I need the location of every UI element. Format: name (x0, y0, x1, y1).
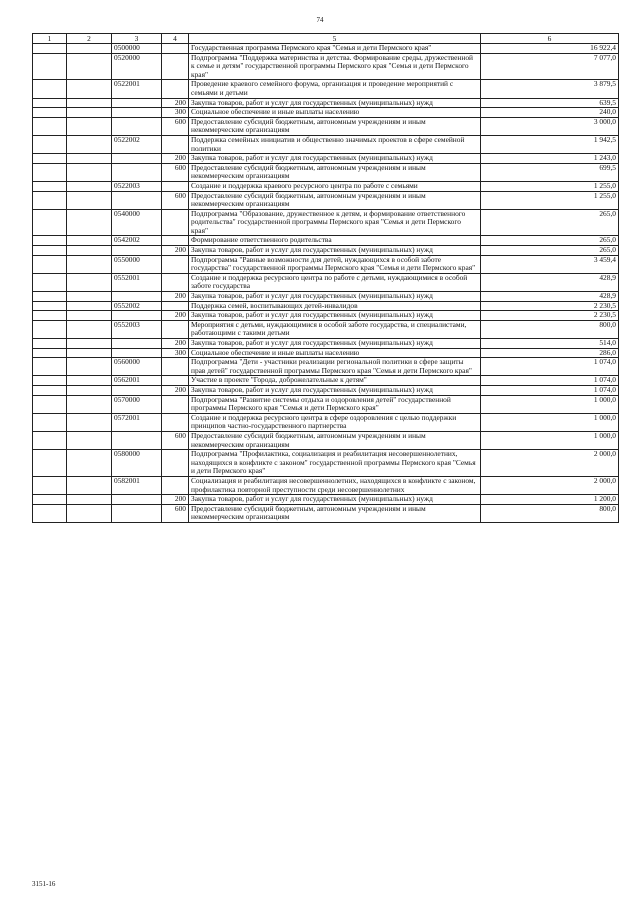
empty-cell (33, 154, 67, 164)
column-header: 6 (481, 34, 619, 44)
amount-cell: 1 243,0 (481, 154, 619, 164)
item-name-cell: Подпрограмма "Дети - участники реализации региональной политики в сфере защиты прав детей" государственной программы Пермского края "Семья и дети Пермского края" (189, 358, 481, 376)
item-name-cell: Предоставление субсидий бюджетным, автономным учреждениям и иным некоммерческим организациям (189, 191, 481, 209)
amount-cell: 2 230,5 (481, 301, 619, 311)
item-name-cell: Поддержка семейных инициатив и общественно значимых проектов в сфере семейной политики (189, 135, 481, 153)
table-row (33, 98, 619, 108)
amount-cell: 800,0 (481, 320, 619, 338)
table-row (33, 431, 619, 449)
page-number: 74 (316, 16, 324, 24)
empty-cell (33, 53, 67, 80)
table-row (33, 358, 619, 376)
expense-type-cell (162, 80, 189, 98)
document-code: 3151-16 (32, 880, 56, 888)
empty-cell (33, 80, 67, 98)
table-row (33, 348, 619, 358)
item-name-cell: Предоставление субсидий бюджетным, автономным учреждениям и иным некоммерческим организациям (189, 163, 481, 181)
expense-type-cell (162, 320, 189, 338)
expense-type-cell (162, 476, 189, 494)
item-name-cell: Закупка товаров, работ и услуг для государственных (муниципальных) нужд (189, 154, 481, 164)
item-name-cell: Подпрограмма "Развитие системы отдыха и оздоровления детей" государственной программы Пермского края "Семья и дети Пермского края" (189, 395, 481, 413)
table-row (33, 450, 619, 477)
item-name-cell: Закупка товаров, работ и услуг для государственных (муниципальных) нужд (189, 339, 481, 349)
amount-cell: 1 000,0 (481, 395, 619, 413)
expense-type-cell (162, 44, 189, 54)
table-row (33, 135, 619, 153)
expense-type-cell: 600 (162, 504, 189, 522)
target-code-cell (112, 246, 162, 256)
target-code-cell (112, 163, 162, 181)
table-row (33, 273, 619, 291)
item-name-cell: Государственная программа Пермского края "Семья и дети Пермского края" (189, 44, 481, 54)
amount-cell: 2 000,0 (481, 450, 619, 477)
expense-type-cell: 200 (162, 385, 189, 395)
expense-type-cell (162, 450, 189, 477)
table-row (33, 236, 619, 246)
column-header: 3 (112, 34, 162, 44)
empty-cell (33, 163, 67, 181)
table-row (33, 191, 619, 209)
empty-cell (67, 163, 112, 181)
empty-cell (33, 236, 67, 246)
target-code-cell: 0552003 (112, 320, 162, 338)
amount-cell: 514,0 (481, 339, 619, 349)
expense-type-cell (162, 358, 189, 376)
empty-cell (33, 450, 67, 477)
empty-cell (67, 108, 112, 118)
item-name-cell: Закупка товаров, работ и услуг для государственных (муниципальных) нужд (189, 98, 481, 108)
target-code-cell: 0582001 (112, 476, 162, 494)
empty-cell (67, 476, 112, 494)
amount-cell: 265,0 (481, 246, 619, 256)
empty-cell (33, 181, 67, 191)
empty-cell (67, 135, 112, 153)
item-name-cell: Создание и поддержка ресурсного центра в сфере оздоровления с целью поддержки принципов частно-государственного партнерства (189, 413, 481, 431)
amount-cell: 800,0 (481, 504, 619, 522)
empty-cell (33, 311, 67, 321)
table-row (33, 246, 619, 256)
item-name-cell: Создание и поддержка краевого ресурсного центра по работе с семьями (189, 181, 481, 191)
amount-cell: 286,0 (481, 348, 619, 358)
column-header: 5 (189, 34, 481, 44)
item-name-cell: Закупка товаров, работ и услуг для государственных (муниципальных) нужд (189, 385, 481, 395)
empty-cell (33, 348, 67, 358)
expense-type-cell (162, 255, 189, 273)
column-header: 4 (162, 34, 189, 44)
empty-cell (67, 395, 112, 413)
expense-type-cell: 200 (162, 98, 189, 108)
empty-cell (67, 504, 112, 522)
expense-type-cell (162, 135, 189, 153)
amount-cell: 3 459,4 (481, 255, 619, 273)
item-name-cell: Закупка товаров, работ и услуг для государственных (муниципальных) нужд (189, 246, 481, 256)
item-name-cell: Подпрограмма "Равные возможности для детей, нуждающихся в особой заботе государства" государственной программы Пермского края "Семья и дети Пермского края" (189, 255, 481, 273)
amount-cell: 1 074,0 (481, 385, 619, 395)
table-row (33, 495, 619, 505)
empty-cell (67, 301, 112, 311)
target-code-cell: 0570000 (112, 395, 162, 413)
table-row (33, 504, 619, 522)
item-name-cell: Подпрограмма "Образование, дружественное к детям, и формирование ответственного родительства" государственной программы Пермского края "Семья и дети Пермского края" (189, 209, 481, 236)
expense-type-cell (162, 376, 189, 386)
amount-cell: 639,5 (481, 98, 619, 108)
expense-type-cell: 200 (162, 292, 189, 302)
target-code-cell (112, 504, 162, 522)
expense-type-cell (162, 181, 189, 191)
item-name-cell: Закупка товаров, работ и услуг для государственных (муниципальных) нужд (189, 311, 481, 321)
empty-cell (67, 80, 112, 98)
table-row (33, 181, 619, 191)
item-name-cell: Социальное обеспечение и иные выплаты населению (189, 348, 481, 358)
item-name-cell: Поддержка семей, воспитывающих детей-инвалидов (189, 301, 481, 311)
empty-cell (67, 181, 112, 191)
empty-cell (67, 273, 112, 291)
item-name-cell: Закупка товаров, работ и услуг для государственных (муниципальных) нужд (189, 292, 481, 302)
target-code-cell: 0522001 (112, 80, 162, 98)
expense-type-cell (162, 413, 189, 431)
target-code-cell (112, 154, 162, 164)
item-name-cell: Предоставление субсидий бюджетным, автономным учреждениям и иным некоммерческим организациям (189, 117, 481, 135)
empty-cell (33, 301, 67, 311)
table-row (33, 53, 619, 80)
table-row (33, 163, 619, 181)
amount-cell: 1 000,0 (481, 431, 619, 449)
table-row (33, 311, 619, 321)
empty-cell (33, 44, 67, 54)
expense-type-cell: 200 (162, 311, 189, 321)
expense-type-cell: 200 (162, 339, 189, 349)
table-row (33, 385, 619, 395)
empty-cell (33, 358, 67, 376)
empty-cell (67, 385, 112, 395)
amount-cell: 1 074,0 (481, 358, 619, 376)
empty-cell (33, 117, 67, 135)
table-row (33, 476, 619, 494)
amount-cell: 428,9 (481, 292, 619, 302)
empty-cell (33, 376, 67, 386)
target-code-cell: 0550000 (112, 255, 162, 273)
amount-cell: 1 255,0 (481, 191, 619, 209)
empty-cell (67, 358, 112, 376)
empty-cell (33, 504, 67, 522)
empty-cell (33, 191, 67, 209)
target-code-cell (112, 385, 162, 395)
table-row (33, 413, 619, 431)
item-name-cell: Проведение краевого семейного форума, организация и проведение мероприятий с семьями и детьми (189, 80, 481, 98)
table-row (33, 292, 619, 302)
item-name-cell: Создание и поддержка ресурсного центра по работе с детьми, нуждающимися в особой заботе государства (189, 273, 481, 291)
target-code-cell (112, 431, 162, 449)
empty-cell (33, 339, 67, 349)
target-code-cell: 0560000 (112, 358, 162, 376)
empty-cell (67, 154, 112, 164)
expense-type-cell: 300 (162, 348, 189, 358)
empty-cell (33, 292, 67, 302)
table-row (33, 255, 619, 273)
expense-type-cell (162, 236, 189, 246)
amount-cell: 7 077,0 (481, 53, 619, 80)
expense-type-cell: 600 (162, 117, 189, 135)
amount-cell: 2 230,5 (481, 311, 619, 321)
column-header: 1 (33, 34, 67, 44)
table-header-row (33, 34, 619, 44)
expense-type-cell: 600 (162, 163, 189, 181)
target-code-cell (112, 108, 162, 118)
table-row (33, 339, 619, 349)
expense-type-cell: 300 (162, 108, 189, 118)
empty-cell (67, 495, 112, 505)
empty-cell (33, 135, 67, 153)
target-code-cell: 0542002 (112, 236, 162, 246)
empty-cell (33, 413, 67, 431)
item-name-cell: Предоставление субсидий бюджетным, автономным учреждениям и иным некоммерческим организациям (189, 504, 481, 522)
expense-type-cell: 600 (162, 431, 189, 449)
empty-cell (33, 476, 67, 494)
item-name-cell: Социальное обеспечение и иные выплаты населению (189, 108, 481, 118)
budget-table (32, 33, 619, 523)
item-name-cell: Подпрограмма "Профилактика, социализация и реабилитация несовершеннолетних, находящихся в конфликте с законом" государственной программы Пермского края "Семья и дети Пермского края" (189, 450, 481, 477)
empty-cell (67, 117, 112, 135)
table-row (33, 209, 619, 236)
target-code-cell: 0520000 (112, 53, 162, 80)
amount-cell: 1 942,5 (481, 135, 619, 153)
target-code-cell: 0522003 (112, 181, 162, 191)
empty-cell (67, 98, 112, 108)
expense-type-cell: 200 (162, 154, 189, 164)
empty-cell (67, 376, 112, 386)
empty-cell (33, 395, 67, 413)
amount-cell: 265,0 (481, 209, 619, 236)
empty-cell (67, 320, 112, 338)
amount-cell: 240,0 (481, 108, 619, 118)
empty-cell (67, 413, 112, 431)
expense-type-cell: 200 (162, 246, 189, 256)
table-row (33, 376, 619, 386)
amount-cell: 428,9 (481, 273, 619, 291)
table-row (33, 320, 619, 338)
table-row (33, 301, 619, 311)
table-row (33, 80, 619, 98)
item-name-cell: Мероприятия с детьми, нуждающимися в особой заботе государства, и специалистами, работающими с такими детьми (189, 320, 481, 338)
empty-cell (33, 320, 67, 338)
expense-type-cell (162, 53, 189, 80)
table-row (33, 395, 619, 413)
amount-cell: 3 879,5 (481, 80, 619, 98)
expense-type-cell: 200 (162, 495, 189, 505)
amount-cell: 3 000,0 (481, 117, 619, 135)
empty-cell (67, 339, 112, 349)
table-row (33, 44, 619, 54)
item-name-cell: Формирование ответственного родительства (189, 236, 481, 246)
expense-type-cell (162, 273, 189, 291)
amount-cell: 1 074,0 (481, 376, 619, 386)
amount-cell: 699,5 (481, 163, 619, 181)
empty-cell (33, 255, 67, 273)
empty-cell (67, 236, 112, 246)
amount-cell: 1 000,0 (481, 413, 619, 431)
column-header: 2 (67, 34, 112, 44)
empty-cell (67, 311, 112, 321)
amount-cell: 16 922,4 (481, 44, 619, 54)
amount-cell: 1 255,0 (481, 181, 619, 191)
target-code-cell (112, 191, 162, 209)
table-row (33, 108, 619, 118)
empty-cell (33, 273, 67, 291)
amount-cell: 265,0 (481, 236, 619, 246)
target-code-cell: 0522002 (112, 135, 162, 153)
item-name-cell: Социализация и реабилитация несовершеннолетних, находящихся в конфликте с законом, профилактика повторной преступности среди несовершеннолетних (189, 476, 481, 494)
target-code-cell (112, 311, 162, 321)
empty-cell (33, 385, 67, 395)
empty-cell (67, 53, 112, 80)
target-code-cell (112, 348, 162, 358)
target-code-cell (112, 495, 162, 505)
empty-cell (67, 431, 112, 449)
amount-cell: 1 200,0 (481, 495, 619, 505)
target-code-cell: 0572001 (112, 413, 162, 431)
table-row (33, 117, 619, 135)
target-code-cell: 0552001 (112, 273, 162, 291)
target-code-cell (112, 98, 162, 108)
empty-cell (67, 209, 112, 236)
empty-cell (67, 450, 112, 477)
target-code-cell: 0580000 (112, 450, 162, 477)
table-row (33, 154, 619, 164)
expense-type-cell (162, 209, 189, 236)
empty-cell (67, 191, 112, 209)
empty-cell (67, 246, 112, 256)
empty-cell (67, 44, 112, 54)
amount-cell: 2 000,0 (481, 476, 619, 494)
empty-cell (67, 292, 112, 302)
empty-cell (33, 431, 67, 449)
target-code-cell (112, 292, 162, 302)
empty-cell (67, 255, 112, 273)
item-name-cell: Закупка товаров, работ и услуг для государственных (муниципальных) нужд (189, 495, 481, 505)
empty-cell (33, 246, 67, 256)
empty-cell (33, 209, 67, 236)
item-name-cell: Подпрограмма "Поддержка материнства и детства. Формирование среды, дружественной к семье и детям" государственной программы Пермского края "Семья и дети Пермского края" (189, 53, 481, 80)
item-name-cell: Участие в проекте "Города, доброжелательные к детям" (189, 376, 481, 386)
target-code-cell: 0540000 (112, 209, 162, 236)
target-code-cell (112, 117, 162, 135)
expense-type-cell: 600 (162, 191, 189, 209)
expense-type-cell (162, 395, 189, 413)
empty-cell (33, 495, 67, 505)
expense-type-cell (162, 301, 189, 311)
target-code-cell: 0500000 (112, 44, 162, 54)
target-code-cell (112, 339, 162, 349)
empty-cell (33, 108, 67, 118)
empty-cell (33, 98, 67, 108)
empty-cell (67, 348, 112, 358)
target-code-cell: 0562001 (112, 376, 162, 386)
item-name-cell: Предоставление субсидий бюджетным, автономным учреждениям и иным некоммерческим организациям (189, 431, 481, 449)
target-code-cell: 0552002 (112, 301, 162, 311)
